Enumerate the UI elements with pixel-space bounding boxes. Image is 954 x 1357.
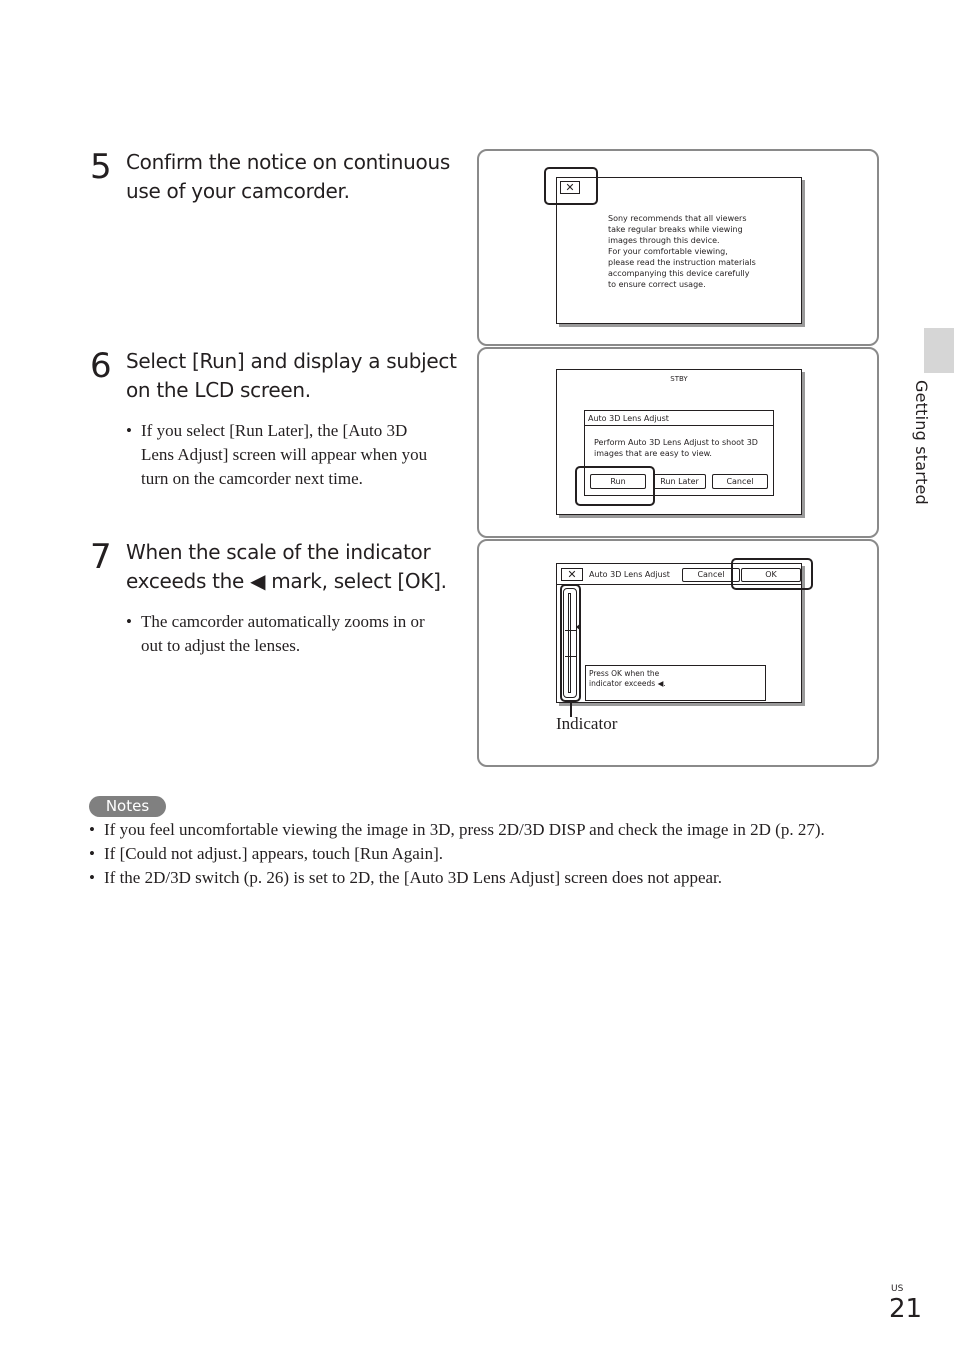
run-later-button[interactable]: Run Later: [653, 474, 706, 489]
close-highlight: [544, 167, 598, 205]
step-6-title-line-2: on the LCD screen.: [126, 378, 311, 402]
step-5-title: [126, 148, 466, 206]
stby-status: STBY: [670, 375, 688, 383]
notice-line: accompanying this device carefully: [608, 269, 750, 278]
close-icon[interactable]: ✕: [560, 181, 580, 194]
bullet-dot: •: [126, 421, 132, 440]
notice-line: images through this device.: [608, 236, 720, 245]
dialog-line: images that are easy to view.: [594, 449, 712, 458]
step-6-bullet-line-3: turn on the camcorder next time.: [141, 469, 363, 488]
run-button[interactable]: Run: [590, 474, 646, 489]
indicator-caption: Indicator: [556, 714, 618, 733]
continuous-use-notice: [608, 213, 798, 290]
notice-line: For your comfortable viewing,: [608, 247, 728, 256]
notice-line: take regular breaks while viewing: [608, 225, 743, 234]
dialog-line: Perform Auto 3D Lens Adjust to shoot 3D: [594, 438, 758, 447]
step-7-bullet: [126, 610, 461, 658]
step-7-bullet-line-2: out to adjust the lenses.: [141, 636, 301, 655]
step-6-title: [126, 347, 466, 405]
dialog-message: [594, 437, 774, 459]
bullet-dot: •: [126, 612, 132, 631]
cancel-button[interactable]: Cancel: [682, 568, 740, 582]
step-6-number: 6: [90, 346, 112, 386]
illustration-panel-run: [477, 347, 879, 538]
step-7-title-line-2: exceeds the ◀ mark, select [OK].: [126, 569, 447, 593]
ok-button[interactable]: OK: [741, 568, 801, 582]
step-7-bullet-line-1: The camcorder automatically zooms in or: [141, 612, 425, 631]
step-6-bullet-line-2: Lens Adjust] screen will appear when you: [141, 445, 428, 464]
step-6-title-line-1: Select [Run] and display a subject: [126, 349, 457, 373]
step-6-bullet: [126, 419, 461, 491]
step-5-title-line-1: Confirm the notice on continuous: [126, 150, 450, 174]
page-region-code: US: [891, 1284, 904, 1294]
step-7-title: [126, 538, 466, 596]
note-item: • If the 2D/3D switch (p. 26) is set to 2D, the [Auto 3D Lens Adjust] screen does not appear.: [104, 866, 904, 890]
indicator-highlight: [560, 584, 581, 702]
note-item: • If you feel uncomfortable viewing the image in 3D, press 2D/3D DISP and check the image in 2D (p. 27).: [104, 818, 904, 842]
illustration-panel-notice: [477, 149, 879, 346]
step-5-number: 5: [90, 147, 112, 187]
step-7-title-line-1: When the scale of the indicator: [126, 540, 431, 564]
notice-line: Sony recommends that all viewers: [608, 214, 747, 223]
cancel-button[interactable]: Cancel: [712, 474, 768, 489]
notice-line: please read the instruction materials: [608, 258, 756, 267]
lcd-title: Auto 3D Lens Adjust: [589, 570, 670, 579]
section-label: Getting started: [912, 380, 931, 505]
notes-badge: Notes: [89, 796, 166, 817]
notes-list: [104, 818, 904, 890]
note-item: • If [Could not adjust.] appears, touch [Run Again].: [104, 842, 904, 866]
lcd-message-box: [585, 665, 766, 701]
run-highlight: [575, 466, 655, 506]
notice-line: to ensure correct usage.: [608, 280, 706, 289]
close-icon[interactable]: ✕: [561, 568, 583, 581]
section-tab: [924, 328, 954, 373]
step-6-bullet-line-1: If you select [Run Later], the [Auto 3D: [141, 421, 408, 440]
step-5-title-line-2: use of your camcorder.: [126, 179, 350, 203]
page-number: 21: [889, 1294, 923, 1324]
lcd-message-line: Press OK when the: [589, 669, 660, 678]
lcd-message: [589, 669, 666, 689]
step-7-number: 7: [90, 537, 112, 577]
lcd-message-line: indicator exceeds ◀.: [589, 679, 666, 688]
ok-highlight: [731, 558, 813, 590]
dialog-title: Auto 3D Lens Adjust: [585, 411, 773, 426]
illustration-panel-indicator: [477, 539, 879, 767]
